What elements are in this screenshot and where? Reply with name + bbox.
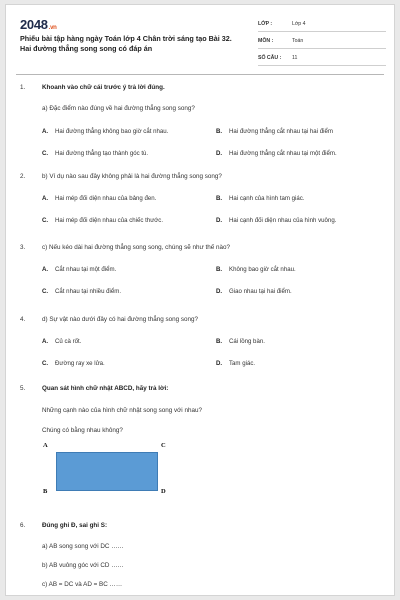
question-number: 1. — [20, 84, 26, 91]
worksheet-page — [5, 4, 395, 596]
meta-row-subject — [258, 35, 386, 49]
header-divider — [16, 74, 384, 75]
meta-value: Toán — [292, 38, 304, 44]
option-c[interactable]: C. Đường ray xe lửa. — [42, 360, 105, 367]
option-d[interactable]: D. Tam giác. — [216, 360, 256, 367]
question-prompt: d) Sự vật nào dưới đây có hai đường thẳng song song? — [42, 316, 199, 323]
true-false-item: a) AB song song với DC …… — [42, 543, 124, 550]
vertex-d-label: D — [161, 488, 166, 495]
logo-suffix: .vn — [48, 25, 57, 31]
meta-value: Lớp 4 — [292, 21, 306, 27]
meta-label: MÔN : — [258, 38, 274, 44]
option-a[interactable]: A. Cắt nhau tại một điểm. — [42, 266, 117, 273]
question-number: 3. — [20, 244, 26, 251]
vertex-c-label: C — [161, 442, 166, 449]
option-d[interactable]: D. Giao nhau tại hai điểm. — [216, 288, 292, 295]
option-d[interactable]: D. Hai đường thẳng cắt nhau tại một điểm. — [216, 150, 337, 157]
worksheet-title: Phiếu bài tập hàng ngày Toán lớp 4 Chân trời sáng tạo Bài 32. Hai đường thẳng song song có đáp án — [20, 34, 232, 53]
option-c[interactable]: C. Cắt nhau tại nhiều điểm. — [42, 288, 122, 295]
option-c[interactable]: C. Hai mép đối diện nhau của chiếc thước. — [42, 217, 164, 224]
question-line-2: Chúng có bằng nhau không? — [42, 427, 123, 434]
true-false-item: c) AB = DC và AD = BC …… — [42, 581, 123, 588]
question-number: 5. — [20, 385, 26, 392]
meta-row-count — [258, 52, 386, 66]
question-line-1: Những cạnh nào của hình chữ nhật song song với nhau? — [42, 407, 202, 414]
question-number: 2. — [20, 173, 26, 180]
question-number: 6. — [20, 522, 26, 529]
question-instruction: Khoanh vào chữ cái trước ý trả lời đúng. — [42, 84, 165, 91]
question-number: 4. — [20, 316, 26, 323]
option-a[interactable]: A. Củ cà rốt. — [42, 338, 82, 345]
meta-box — [258, 18, 386, 69]
option-a[interactable]: A. Hai đường thẳng không bao giờ cắt nhau. — [42, 128, 169, 135]
option-c[interactable]: C. Hai đường thẳng tạo thành góc tù. — [42, 150, 149, 157]
option-b[interactable]: B. Hai cạnh của hình tam giác. — [216, 195, 305, 202]
true-false-item: b) AB vuông góc với CD …… — [42, 562, 124, 569]
option-a[interactable]: A. Hai mép đối diện nhau của bảng đen. — [42, 195, 157, 202]
meta-value: 11 — [292, 55, 298, 61]
meta-row-class — [258, 18, 386, 32]
vertex-b-label: B — [43, 488, 48, 495]
logo-main: 2048 — [20, 17, 48, 32]
option-d[interactable]: D. Hai cạnh đối diện nhau của hình vuông. — [216, 217, 337, 224]
option-b[interactable]: B. Cái lồng bàn. — [216, 338, 265, 345]
site-logo[interactable] — [20, 17, 57, 32]
meta-label: SỐ CÂU : — [258, 55, 282, 61]
question-instruction: Đúng ghi Đ, sai ghi S: — [42, 522, 108, 529]
rectangle-abcd-figure — [56, 452, 158, 491]
question-prompt: c) Nếu kéo dài hai đường thẳng song song, chúng sẽ như thế nào? — [42, 244, 230, 251]
meta-label: LỚP : — [258, 21, 273, 27]
question-instruction: Quan sát hình chữ nhật ABCD, hãy trả lời: — [42, 385, 169, 392]
vertex-a-label: A — [43, 442, 48, 449]
question-prompt: b) Ví dụ nào sau đây không phải là hai đường thẳng song song? — [42, 173, 222, 180]
question-prompt: a) Đặc điểm nào đúng về hai đường thẳng song song? — [42, 105, 195, 112]
option-b[interactable]: B. Không bao giờ cắt nhau. — [216, 266, 296, 273]
option-b[interactable]: B. Hai đường thẳng cắt nhau tại hai điểm — [216, 128, 333, 135]
